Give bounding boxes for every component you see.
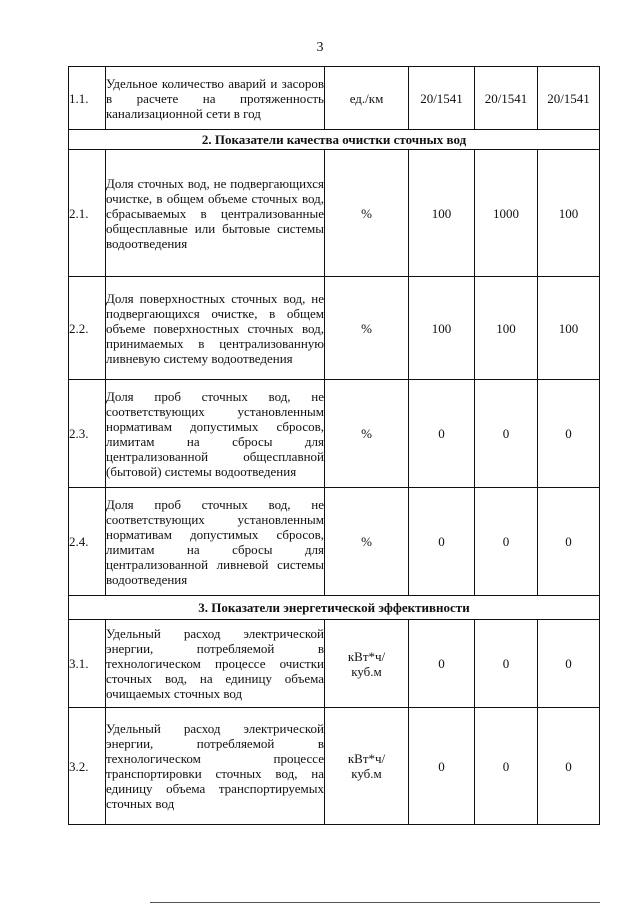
value-cell: 20/1541 bbox=[409, 67, 475, 130]
value-cell: 0 bbox=[409, 380, 475, 488]
value-cell: 0 bbox=[409, 488, 475, 596]
value-cell: 100 bbox=[409, 150, 475, 277]
section-title: 2. Показатели качества очистки сточных вод bbox=[69, 130, 600, 150]
indicator-name: Доля поверхностных сточных вод, не подвергающихся очистке, в общем объеме поверхностных сточных вод, принимаемых в централизованную ливневую систему водоотведения bbox=[106, 277, 325, 380]
table-row bbox=[69, 620, 600, 708]
bottom-rule bbox=[150, 902, 600, 903]
unit-cell: % bbox=[325, 277, 409, 380]
section-row bbox=[69, 130, 600, 150]
row-number: 3.1. bbox=[69, 620, 106, 708]
table-row bbox=[69, 277, 600, 380]
page-number: 3 bbox=[316, 40, 324, 55]
value-cell: 100 bbox=[475, 277, 538, 380]
unit-cell: % bbox=[325, 150, 409, 277]
indicator-name: Доля сточных вод, не подвергающихся очистке, в общем объеме сточных вод, сбрасываемых в централизованные общесплавные или бытовые системы водоотведения bbox=[106, 150, 325, 277]
value-cell: 1000 bbox=[475, 150, 538, 277]
unit-cell: кВт*ч/ куб.м bbox=[325, 708, 409, 825]
table-row bbox=[69, 150, 600, 277]
indicator-name: Доля проб сточных вод, не соответствующих установленным нормативам допустимых сбросов, лимитам на сбросы для централизованной ливневой системы водоотведения bbox=[106, 488, 325, 596]
table-row bbox=[69, 67, 600, 130]
value-cell: 0 bbox=[538, 708, 600, 825]
indicator-name: Удельный расход электрической энергии, потребляемой в технологическом процессе транспортировки сточных вод, на единицу объема транспортируемых сточных вод bbox=[106, 708, 325, 825]
value-cell: 0 bbox=[475, 380, 538, 488]
value-cell: 100 bbox=[409, 277, 475, 380]
table-row bbox=[69, 708, 600, 825]
value-cell: 100 bbox=[538, 277, 600, 380]
value-cell: 20/1541 bbox=[538, 67, 600, 130]
row-number: 2.3. bbox=[69, 380, 106, 488]
indicator-name: Доля проб сточных вод, не соответствующих установленным нормативам допустимых сбросов, лимитам на сбросы для централизованной общесплавной (бытовой) системы водоотведения bbox=[106, 380, 325, 488]
value-cell: 0 bbox=[538, 620, 600, 708]
section-title: 3. Показатели энергетической эффективности bbox=[69, 596, 600, 620]
indicators-table bbox=[68, 66, 600, 825]
table-row bbox=[69, 380, 600, 488]
value-cell: 0 bbox=[475, 620, 538, 708]
indicator-name: Удельное количество аварий и засоров в расчете на протяженность канализационной сети в год bbox=[106, 67, 325, 130]
unit-cell: кВт*ч/ куб.м bbox=[325, 620, 409, 708]
value-cell: 0 bbox=[538, 488, 600, 596]
value-cell: 0 bbox=[409, 708, 475, 825]
indicator-name: Удельный расход электрической энергии, потребляемой в технологическом процессе очистки сточных вод, на единицу объема очищаемых сточных вод bbox=[106, 620, 325, 708]
value-cell: 20/1541 bbox=[475, 67, 538, 130]
row-number: 2.1. bbox=[69, 150, 106, 277]
row-number: 2.4. bbox=[69, 488, 106, 596]
value-cell: 0 bbox=[475, 488, 538, 596]
unit-cell: ед./км bbox=[325, 67, 409, 130]
row-number: 1.1. bbox=[69, 67, 106, 130]
section-row bbox=[69, 596, 600, 620]
row-number: 3.2. bbox=[69, 708, 106, 825]
table-row bbox=[69, 488, 600, 596]
unit-cell: % bbox=[325, 380, 409, 488]
value-cell: 0 bbox=[538, 380, 600, 488]
unit-cell: % bbox=[325, 488, 409, 596]
value-cell: 100 bbox=[538, 150, 600, 277]
value-cell: 0 bbox=[409, 620, 475, 708]
value-cell: 0 bbox=[475, 708, 538, 825]
row-number: 2.2. bbox=[69, 277, 106, 380]
